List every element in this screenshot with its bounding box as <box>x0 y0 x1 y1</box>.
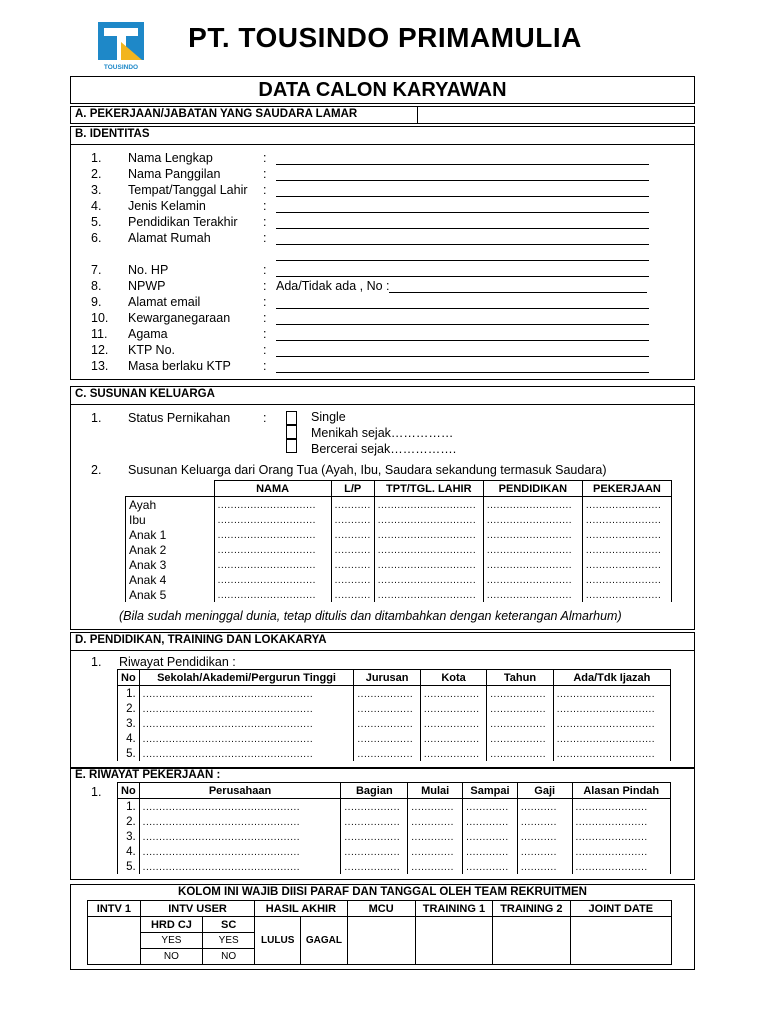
npwp-input-line[interactable] <box>389 292 647 293</box>
table-cell[interactable]: ................. <box>354 746 420 761</box>
row-number: 5. <box>118 859 140 874</box>
family-cell[interactable]: ....................... <box>582 512 671 527</box>
identity-colon: : <box>263 327 267 341</box>
family-cell[interactable]: ....................... <box>582 587 671 602</box>
identity-number: 4. <box>91 199 102 213</box>
row-number: 5. <box>118 746 140 761</box>
table-cell[interactable]: .............................. <box>553 686 670 702</box>
education-label: Riwayat Pendidikan : <box>119 655 236 669</box>
table-cell[interactable]: ................. <box>341 859 408 874</box>
family-cell[interactable]: ........... <box>331 497 374 513</box>
married-checkbox[interactable] <box>286 425 297 439</box>
table-cell[interactable]: ................. <box>487 746 553 761</box>
identity-number: 12. <box>91 343 109 357</box>
company-name: PT. TOUSINDO PRIMAMULIA <box>188 22 582 53</box>
identity-input-line[interactable] <box>276 212 649 213</box>
option-married: Menikah sejak…………… <box>311 426 454 440</box>
identity-colon: : <box>263 167 267 181</box>
table-cell[interactable]: ................................................ <box>139 799 341 815</box>
col-header: Perusahaan <box>139 783 341 799</box>
identity-number: 13. <box>91 359 109 373</box>
family-cell[interactable]: ........... <box>331 542 374 557</box>
family-cell[interactable]: .......................... <box>483 497 582 513</box>
work-table <box>117 782 671 874</box>
table-row <box>118 701 671 716</box>
identity-colon: : <box>263 199 267 213</box>
col-joint-date: JOINT DATE <box>570 901 671 917</box>
family-member: Ayah <box>126 497 215 513</box>
family-cell[interactable]: .......................... <box>483 572 582 587</box>
col-ttl: TPT/TGL. LAHIR <box>374 481 483 497</box>
col-hasil-akhir: HASIL AKHIR <box>255 901 347 917</box>
family-row <box>126 542 672 557</box>
table-cell[interactable]: .................................................... <box>139 731 354 746</box>
position-field[interactable] <box>421 109 691 122</box>
identity-number: 2. <box>91 167 102 181</box>
table-cell[interactable]: ................. <box>487 731 553 746</box>
option-divorced: Bercerai sejak……………. <box>311 442 457 456</box>
family-member: Anak 1 <box>126 527 215 542</box>
table-cell[interactable]: ................. <box>354 731 420 746</box>
table-row <box>118 746 671 761</box>
table-cell[interactable]: ................. <box>341 829 408 844</box>
table-cell[interactable]: ................. <box>420 731 486 746</box>
identity-colon: : <box>263 311 267 325</box>
work-number: 1. <box>91 785 102 799</box>
family-cell[interactable]: .......................... <box>483 527 582 542</box>
table-cell[interactable]: ................. <box>487 701 553 716</box>
col-header: Gaji <box>517 783 572 799</box>
table-cell[interactable]: .................................................... <box>139 686 354 702</box>
table-cell[interactable]: ...................... <box>572 814 671 829</box>
row-number: 4. <box>118 731 140 746</box>
col-header: Mulai <box>408 783 463 799</box>
form-title: DATA CALON KARYAWAN <box>70 76 695 104</box>
section-e-label: E. RIWAYAT PEKERJAAN : <box>75 769 221 781</box>
identity-colon: : <box>263 359 267 373</box>
identity-label: Agama <box>128 327 168 341</box>
identity-input-line[interactable] <box>276 308 649 309</box>
col-pendidikan: PENDIDIKAN <box>483 481 582 497</box>
family-cell[interactable]: .......................... <box>483 557 582 572</box>
table-cell[interactable]: .............................. <box>553 731 670 746</box>
family-cell[interactable]: .......................... <box>483 587 582 602</box>
identity-input-line[interactable] <box>276 164 649 165</box>
family-cell[interactable]: ........... <box>331 572 374 587</box>
family-cell[interactable]: .............................. <box>374 572 483 587</box>
family-cell[interactable]: .............................. <box>374 587 483 602</box>
table-cell[interactable]: ............. <box>408 859 463 874</box>
family-cell[interactable]: .............................. <box>374 527 483 542</box>
sc-no[interactable]: NO <box>203 949 255 965</box>
identity-number: 5. <box>91 215 102 229</box>
table-cell[interactable]: ................. <box>354 701 420 716</box>
family-cell[interactable]: .............................. <box>214 512 331 527</box>
family-row <box>126 527 672 542</box>
family-table <box>125 480 672 602</box>
family-member: Anak 5 <box>126 587 215 602</box>
family-cell[interactable]: ....................... <box>582 542 671 557</box>
identity-label: Kewarganegaraan <box>128 311 231 325</box>
table-cell[interactable]: ................. <box>420 716 486 731</box>
identity-input-line[interactable] <box>276 244 649 245</box>
identity-label: Nama Panggilan <box>128 167 221 181</box>
identity-colon: : <box>263 295 267 309</box>
lulus-cell[interactable]: LULUS <box>255 917 301 965</box>
row-number: 3. <box>118 829 140 844</box>
identity-input-line[interactable] <box>276 356 649 357</box>
table-row <box>118 686 671 702</box>
family-cell[interactable]: ....................... <box>582 557 671 572</box>
table-cell[interactable]: ................. <box>487 686 553 702</box>
table-cell[interactable]: .................................................... <box>139 701 354 716</box>
address-input-line-2[interactable] <box>276 260 649 261</box>
identity-colon: : <box>263 263 267 277</box>
col-header: Kota <box>420 670 486 686</box>
identity-input-line[interactable] <box>276 228 649 229</box>
hrd-yes[interactable]: YES <box>140 933 202 949</box>
recruitment-title: KOLOM INI WAJIB DIISI PARAF DAN TANGGAL OLEH TEAM REKRUITMEN <box>178 886 587 898</box>
table-cell[interactable]: .............................. <box>553 701 670 716</box>
row-number: 3. <box>118 716 140 731</box>
row-number: 1. <box>118 686 140 702</box>
hrd-cj-label: HRD CJ <box>140 917 202 933</box>
npwp-text: Ada/Tidak ada , No : <box>276 279 390 293</box>
identity-number: 8. <box>91 279 102 293</box>
col-header: Jurusan <box>354 670 420 686</box>
col-header: Alasan Pindah <box>572 783 671 799</box>
identity-label: Pendidikan Terakhir <box>128 215 238 229</box>
training1-cell[interactable] <box>415 917 492 965</box>
identity-input-line[interactable] <box>276 276 649 277</box>
table-cell[interactable]: ................................................ <box>139 829 341 844</box>
col-header: Ada/Tdk Ijazah <box>553 670 670 686</box>
identity-input-line[interactable] <box>276 372 649 373</box>
family-cell[interactable]: .............................. <box>214 497 331 513</box>
section-a <box>70 106 695 124</box>
family-member: Anak 2 <box>126 542 215 557</box>
col-header: Tahun <box>487 670 553 686</box>
status-number: 1. <box>91 411 102 425</box>
sc-yes[interactable]: YES <box>203 933 255 949</box>
identity-label: KTP No. <box>128 343 176 357</box>
family-cell[interactable]: .......................... <box>483 542 582 557</box>
row-number: 2. <box>118 814 140 829</box>
identity-label: Masa berlaku KTP <box>128 359 231 373</box>
identity-colon: : <box>263 183 267 197</box>
table-cell[interactable]: .............................. <box>553 716 670 731</box>
col-training2: TRAINING 2 <box>493 901 570 917</box>
family-cell[interactable]: ....................... <box>582 572 671 587</box>
family-cell[interactable]: .............................. <box>214 587 331 602</box>
family-cell[interactable]: .......................... <box>483 512 582 527</box>
family-number: 2. <box>91 463 102 477</box>
family-cell[interactable]: ....................... <box>582 527 671 542</box>
table-cell[interactable]: ................. <box>420 746 486 761</box>
family-cell[interactable]: .............................. <box>214 527 331 542</box>
identity-number: 9. <box>91 295 102 309</box>
gagal-cell[interactable]: GAGAL <box>301 917 347 965</box>
family-cell[interactable]: .............................. <box>374 557 483 572</box>
table-cell[interactable]: ................. <box>487 716 553 731</box>
family-row <box>126 572 672 587</box>
family-cell[interactable]: .............................. <box>214 572 331 587</box>
col-header: No <box>118 783 140 799</box>
table-cell[interactable]: ............. <box>463 844 518 859</box>
table-cell[interactable]: ............. <box>463 799 518 815</box>
table-cell[interactable]: ............. <box>463 859 518 874</box>
table-row <box>118 731 671 746</box>
status-label: Status Pernikahan <box>128 411 231 425</box>
identity-number: 7. <box>91 263 102 277</box>
table-cell[interactable]: ............. <box>408 844 463 859</box>
table-cell[interactable]: ................. <box>341 814 408 829</box>
family-label: Susunan Keluarga dari Orang Tua (Ayah, Ibu, Saudara sekandung termasuk Saudara) <box>128 463 607 477</box>
education-table <box>117 669 671 761</box>
section-a-label: A. PEKERJAAN/JABATAN YANG SAUDARA LAMAR <box>75 108 358 120</box>
identity-label: Alamat Rumah <box>128 231 211 245</box>
col-header: Sekolah/Akademi/Pergurun Tinggi <box>139 670 354 686</box>
col-intv1: INTV 1 <box>88 901 141 917</box>
family-member: Anak 4 <box>126 572 215 587</box>
identity-label: Tempat/Tanggal Lahir <box>128 183 248 197</box>
table-cell[interactable]: ................. <box>341 799 408 815</box>
identity-colon: : <box>263 215 267 229</box>
table-cell[interactable]: .................................................... <box>139 716 354 731</box>
family-cell[interactable]: .............................. <box>374 542 483 557</box>
col-header: Bagian <box>341 783 408 799</box>
table-cell[interactable]: ............. <box>408 799 463 815</box>
family-cell[interactable]: .............................. <box>214 557 331 572</box>
identity-input-line[interactable] <box>276 180 649 181</box>
table-cell[interactable]: ........... <box>517 814 572 829</box>
table-cell[interactable]: ............. <box>463 814 518 829</box>
section-b-label: B. IDENTITAS <box>75 128 150 140</box>
col-intv-user: INTV USER <box>140 901 254 917</box>
option-single: Single <box>311 410 346 424</box>
mcu-cell[interactable] <box>347 917 415 965</box>
family-cell[interactable]: .............................. <box>374 497 483 513</box>
identity-label: No. HP <box>128 263 169 277</box>
table-cell[interactable]: ................. <box>341 844 408 859</box>
intv1-cell[interactable] <box>88 917 141 965</box>
education-number: 1. <box>91 655 102 669</box>
family-row <box>126 497 672 513</box>
identity-input-line[interactable] <box>276 340 649 341</box>
table-row <box>118 829 671 844</box>
family-note: (Bila sudah meninggal dunia, tetap ditulis dan ditambahkan dengan keterangan Almarhum) <box>119 609 622 623</box>
row-number: 4. <box>118 844 140 859</box>
table-row <box>118 844 671 859</box>
logo-text: TOUSINDO <box>103 64 139 71</box>
row-number: 1. <box>118 799 140 815</box>
identity-number: 1. <box>91 151 102 165</box>
table-cell[interactable]: ........... <box>517 844 572 859</box>
col-nama: NAMA <box>214 481 331 497</box>
table-cell[interactable]: ................. <box>354 686 420 702</box>
recruitment-table <box>87 900 672 965</box>
company-logo <box>96 20 146 72</box>
identity-number: 3. <box>91 183 102 197</box>
table-row <box>118 814 671 829</box>
table-cell[interactable]: ...................... <box>572 859 671 874</box>
table-cell[interactable]: .................................................... <box>139 746 354 761</box>
family-member: Ibu <box>126 512 215 527</box>
identity-input-line[interactable] <box>276 196 649 197</box>
table-cell[interactable]: ...................... <box>572 844 671 859</box>
section-b <box>70 126 695 380</box>
col-header: No <box>118 670 140 686</box>
family-cell[interactable]: .............................. <box>214 542 331 557</box>
table-cell[interactable]: ........... <box>517 859 572 874</box>
family-cell[interactable]: ........... <box>331 587 374 602</box>
family-cell[interactable]: ....................... <box>582 497 671 513</box>
identity-label: Jenis Kelamin <box>128 199 206 213</box>
single-checkbox[interactable] <box>286 411 297 425</box>
table-cell[interactable]: ................................................ <box>139 859 341 874</box>
family-row <box>126 587 672 602</box>
table-cell[interactable]: ................. <box>420 701 486 716</box>
family-cell[interactable]: ........... <box>331 527 374 542</box>
row-number: 2. <box>118 701 140 716</box>
family-member: Anak 3 <box>126 557 215 572</box>
table-cell[interactable]: ................. <box>354 716 420 731</box>
identity-label: NPWP <box>128 279 166 293</box>
table-row <box>118 716 671 731</box>
table-cell[interactable]: ............. <box>408 829 463 844</box>
table-cell[interactable]: .............................. <box>553 746 670 761</box>
table-row <box>118 859 671 874</box>
identity-colon: : <box>263 343 267 357</box>
family-cell[interactable]: ........... <box>331 557 374 572</box>
family-cell[interactable]: ........... <box>331 512 374 527</box>
identity-colon: : <box>263 231 267 245</box>
col-header: Sampai <box>463 783 518 799</box>
identity-label: Alamat email <box>128 295 201 309</box>
table-cell[interactable]: ...................... <box>572 799 671 815</box>
col-mcu: MCU <box>347 901 415 917</box>
identity-number: 11. <box>91 327 108 341</box>
family-cell[interactable]: .............................. <box>374 512 483 527</box>
table-cell[interactable]: ............. <box>408 814 463 829</box>
hrd-no[interactable]: NO <box>140 949 202 965</box>
col-lp: L/P <box>331 481 374 497</box>
table-row <box>118 799 671 815</box>
section-d-label: D. PENDIDIKAN, TRAINING DAN LOKAKARYA <box>75 634 327 646</box>
col-training1: TRAINING 1 <box>415 901 492 917</box>
col-pekerjaan: PEKERJAAN <box>582 481 671 497</box>
training2-cell[interactable] <box>493 917 570 965</box>
section-c-label: C. SUSUNAN KELUARGA <box>75 388 215 400</box>
sc-label: SC <box>203 917 255 933</box>
table-cell[interactable]: ................................................ <box>139 844 341 859</box>
table-cell[interactable]: ........... <box>517 799 572 815</box>
identity-label: Nama Lengkap <box>128 151 213 165</box>
table-cell[interactable]: ................................................ <box>139 814 341 829</box>
table-cell[interactable]: ................. <box>420 686 486 702</box>
table-cell[interactable]: ............. <box>463 829 518 844</box>
table-cell[interactable]: ...................... <box>572 829 671 844</box>
status-colon: : <box>263 411 267 425</box>
identity-colon: : <box>263 279 267 293</box>
identity-number: 10. <box>91 311 109 325</box>
identity-colon: : <box>263 151 267 165</box>
divorced-checkbox[interactable] <box>286 439 297 453</box>
family-row <box>126 512 672 527</box>
family-row <box>126 557 672 572</box>
identity-input-line[interactable] <box>276 324 649 325</box>
joint-date-cell[interactable] <box>570 917 671 965</box>
table-cell[interactable]: ........... <box>517 829 572 844</box>
identity-number: 6. <box>91 231 102 245</box>
